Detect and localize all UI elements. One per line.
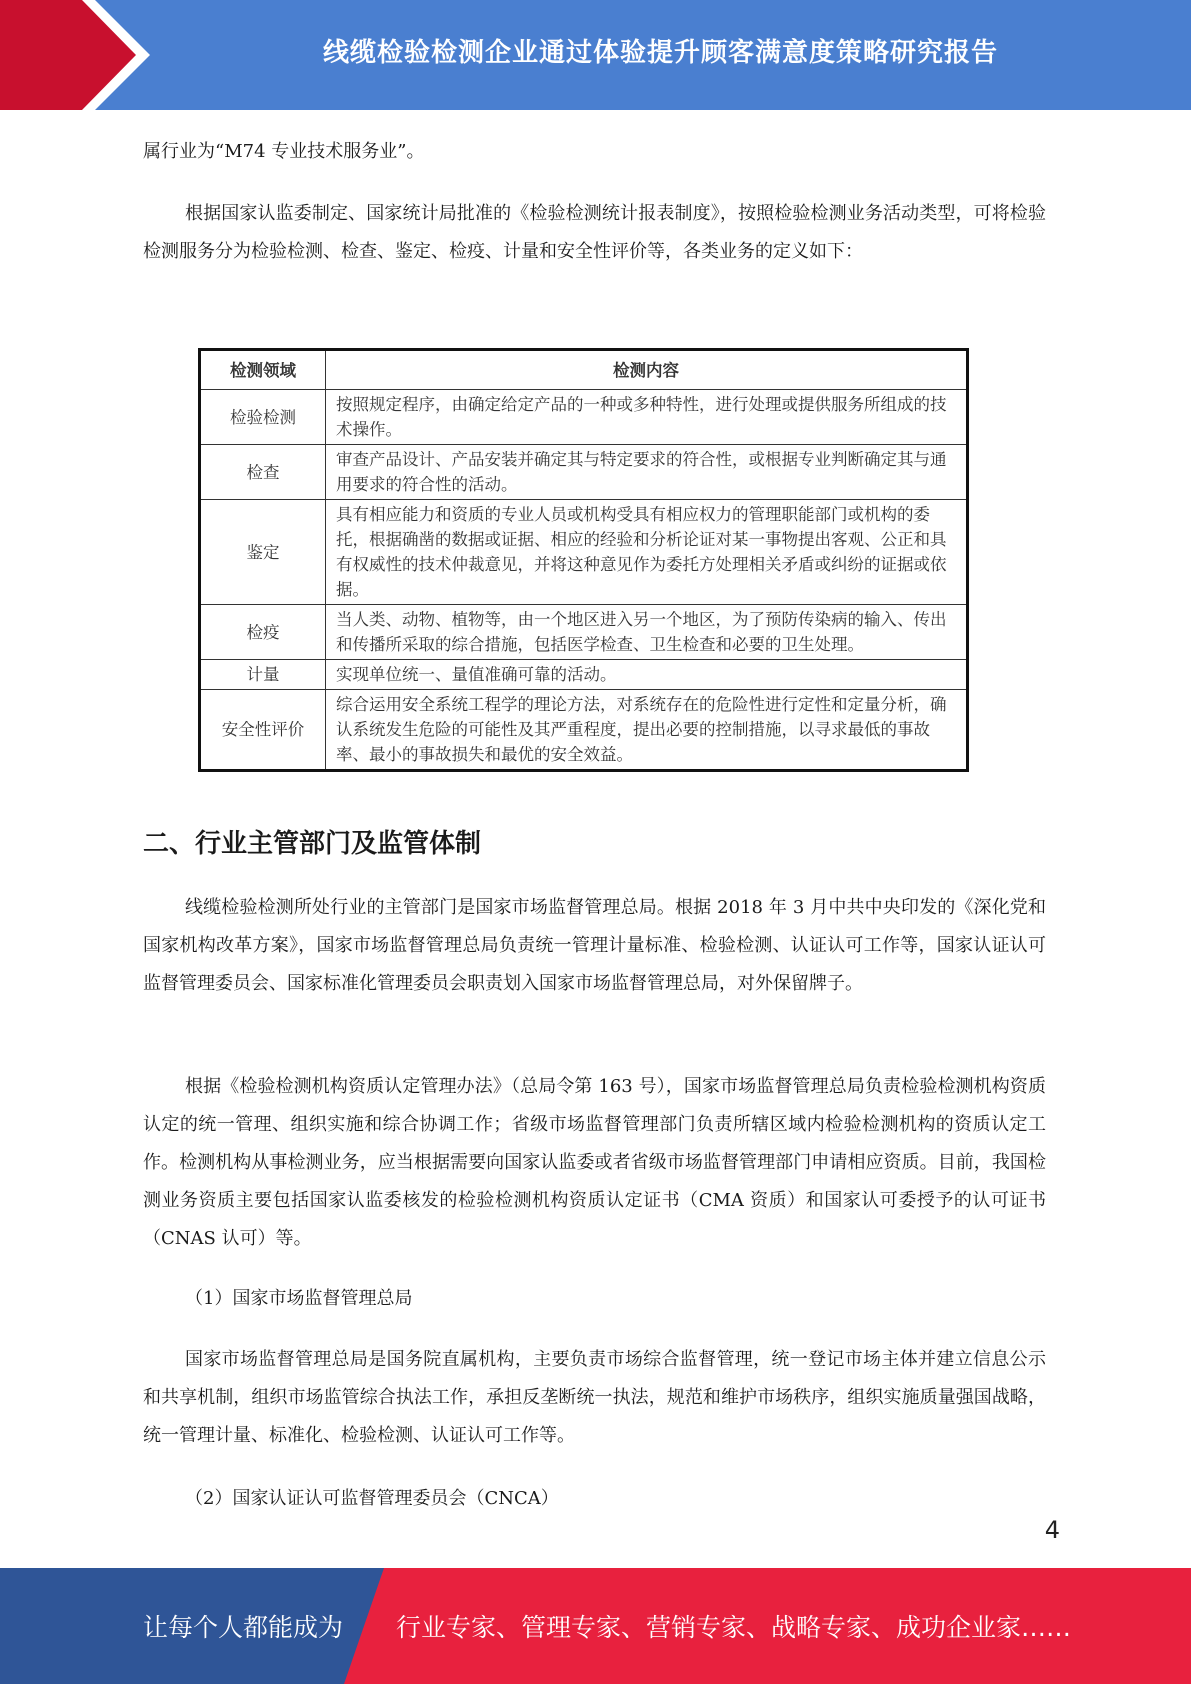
page-footer (0, 1568, 1191, 1684)
footer-slogan-right: 行业专家、管理专家、营销专家、战略专家、成功企业家…… (396, 1613, 1072, 1642)
table-cell-content: 综合运用安全系统工程学的理论方法，对系统存在的危险性进行定性和定量分析，确认系统发生危险的可能性及其严重程度，提出必要的控制措施，以寻求最低的事故率、最小的事故损失和最优的安全效益。 (326, 690, 968, 771)
table-row (200, 445, 968, 500)
table-cell-content: 审查产品设计、产品安装并确定其与特定要求的符合性，或根据专业判断确定其与通用要求的符合性的活动。 (326, 445, 968, 500)
table-cell-field: 检查 (200, 445, 326, 500)
table-cell-content: 具有相应能力和资质的专业人员或机构受具有相应权力的管理职能部门或机构的委托，根据确凿的数据或证据、相应的经验和分析论证对某一事物提出客观、公正和具有权威性的技术仲裁意见，并将这种意见作为委托方处理相关矛盾或纠纷的证据或依据。 (326, 500, 968, 605)
table-cell-content: 实现单位统一、量值准确可靠的活动。 (326, 660, 968, 690)
paragraph-samr: 国家市场监督管理总局是国务院直属机构，主要负责市场综合监督管理，统一登记市场主体并建立信息公示和共享机制，组织市场监管综合执法工作，承担反垄断统一执法，规范和维护市场秩序，组织实施质量强国战略，统一管理计量、标准化、检验检测、认证认可工作等。 (143, 1349, 1046, 1446)
footer-slogan-left: 让每个人都能成为 (143, 1613, 344, 1642)
paragraph-authority: 线缆检验检测所处行业的主管部门是国家市场监督管理总局。根据 2018 年 3 月中共中央印发的《深化党和国家机构改革方案》，国家市场监督管理总局负责统一管理计量标准、检验检测、认证认可工作等，国家认证认可监督管理委员会、国家标准化管理委员会职责划入国家市场监督管理总局，对外保留牌子。 (143, 897, 1046, 994)
table-cell-field: 检验检测 (200, 390, 326, 445)
paragraph-industry: 属行业为“M74 专业技术服务业”。 (143, 141, 425, 162)
table-cell-field: 安全性评价 (200, 690, 326, 771)
table-cell-field: 计量 (200, 660, 326, 690)
column-header-content: 检测内容 (326, 350, 968, 390)
header-arrow-decoration (0, 0, 160, 110)
table-cell-field: 检疫 (200, 605, 326, 660)
inspection-definitions-table (198, 348, 969, 772)
section-heading: 二、行业主管部门及监管体制 (143, 829, 482, 859)
page-header (0, 0, 1191, 110)
table-cell-field: 鉴定 (200, 500, 326, 605)
paragraph-business-types: 根据国家认监委制定、国家统计局批准的《检验检测统计报表制度》，按照检验检测业务活动类型，可将检验检测服务分为检验检测、检查、鉴定、检疫、计量和安全性评价等，各类业务的定义如下： (143, 203, 1046, 262)
table-cell-content: 按照规定程序，由确定给定产品的一种或多种特性，进行处理或提供服务所组成的技术操作。 (326, 390, 968, 445)
page-number: 4 (1044, 1516, 1060, 1544)
table-row (200, 690, 968, 771)
table-header-row (200, 350, 968, 390)
paragraph-qualification: 根据《检验检测机构资质认定管理办法》（总局令第 163 号），国家市场监督管理总局负责检验检测机构资质认定的统一管理、组织实施和综合协调工作；省级市场监督管理部门负责所辖区域内检验检测机构的资质认定工作。检测机构从事检测业务，应当根据需要向国家认监委或者省级市场监督管理部门申请相应资质。目前，我国检测业务资质主要包括国家认监委核发的检验检测机构资质认定证书（CMA 资质）和国家认可委授予的认可证书（CNAS 认可）等。 (143, 1076, 1046, 1249)
table-row (200, 605, 968, 660)
subheading-samr: （1）国家市场监督管理总局 (185, 1288, 413, 1309)
table-row (200, 500, 968, 605)
table-cell-content: 当人类、动物、植物等，由一个地区进入另一个地区，为了预防传染病的输入、传出和传播所采取的综合措施，包括医学检查、卫生检查和必要的卫生处理。 (326, 605, 968, 660)
table-row (200, 660, 968, 690)
report-title: 线缆检验检测企业通过体验提升顾客满意度策略研究报告 (322, 37, 998, 68)
column-header-field: 检测领域 (200, 350, 326, 390)
table-row (200, 390, 968, 445)
subheading-cnca: （2）国家认证认可监督管理委员会（CNCA） (185, 1488, 559, 1509)
